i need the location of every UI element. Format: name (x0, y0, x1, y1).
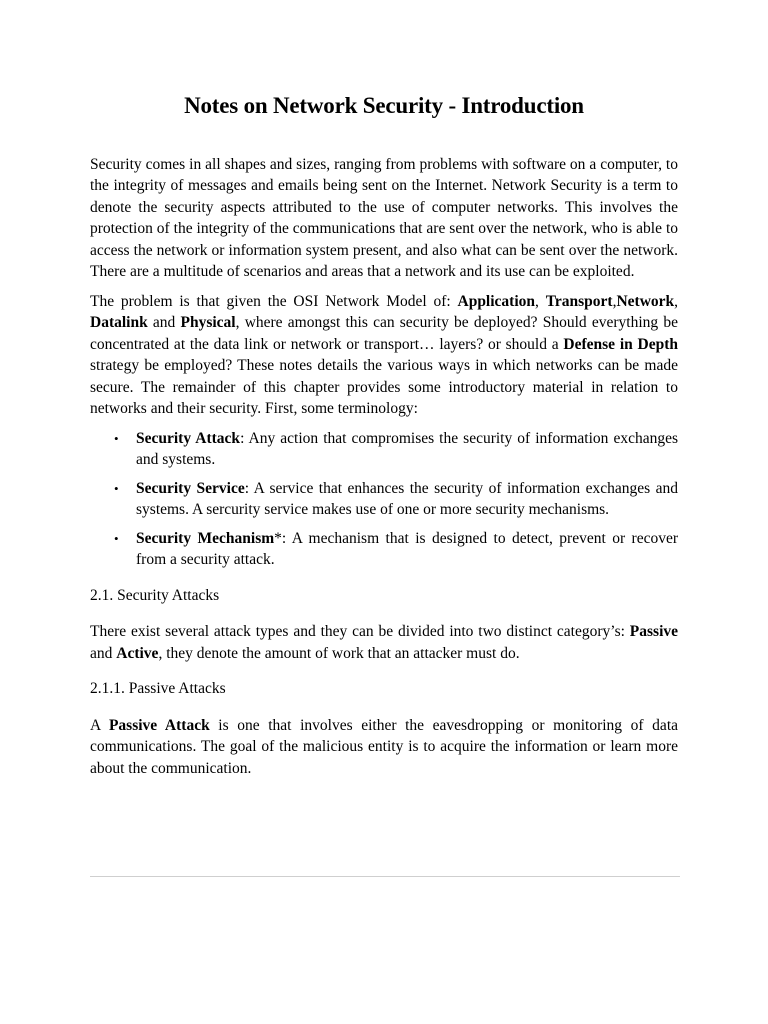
bullet-icon: • (114, 480, 119, 496)
osi-lead: The problem is that given the OSI Network Model of: (90, 292, 458, 310)
term-label: Security Attack (136, 429, 241, 447)
term-definition: : Any action that compromises the security of information exchanges and systems. (136, 429, 678, 469)
osi-sep: and (147, 314, 181, 332)
list-item (114, 428, 678, 471)
layer-network: Network (616, 292, 675, 310)
passive-lead: A (90, 716, 109, 734)
layer-transport: Transport (545, 292, 613, 310)
passive-tail: is one that involves either the eavesdropping or monitoring of data communications. The goal of the malicious entity is to acquire the information or learn more about the communication. (90, 716, 678, 777)
layer-physical: Physical (180, 314, 236, 332)
section-heading-passive-attacks: 2.1.1. Passive Attacks (90, 680, 226, 698)
term-definition: *: A mechanism that is designed to detect, prevent or recover from a security attack. (136, 529, 678, 569)
term-definition: : A service that enhances the security of information exchanges and systems. A sercurity service makes use of one or more security mechanisms. (136, 479, 678, 519)
osi-sep: , (674, 292, 679, 310)
list-item (114, 478, 678, 521)
attacks-and: and (90, 644, 117, 662)
osi-sep: , (612, 292, 617, 310)
term-label: Security Service (136, 479, 245, 497)
active-term: Active (116, 644, 159, 662)
bullet-icon: • (114, 530, 119, 546)
attacks-paragraph (90, 621, 678, 664)
osi-paragraph (90, 291, 678, 420)
defense-in-depth-term: Defense in Depth (563, 335, 678, 353)
passive-paragraph (90, 715, 678, 780)
terminology-list (90, 428, 678, 571)
document-page (90, 92, 678, 787)
layer-application: Application (457, 292, 536, 310)
passive-attack-term: Passive Attack (108, 716, 210, 734)
layer-datalink: Datalink (90, 314, 148, 332)
term-label: Security Mechanism (136, 529, 275, 547)
osi-sep: , (535, 292, 546, 310)
section-heading-security-attacks: 2.1. Security Attacks (90, 586, 220, 604)
intro-paragraph: Security comes in all shapes and sizes, ranging from problems with software on a computer, to the integrity of messages and emails being sent on the Internet. Network Security is a term to denote the security aspects attributed to the use of computer networks. This involves the protection of the integrity of the communications that are sent over the network, who is able to access the network or information system present, and also what can be sent over the network. There are a multitude of scenarios and areas that a network and its use can be exploited. (90, 155, 678, 281)
page-bottom-divider (90, 876, 680, 877)
osi-tail: strategy be employed? These notes details the various ways in which networks can be made secure. The remainder of this chapter provides some introductory material in relation to networks and their security. First, some terminology: (90, 357, 678, 418)
passive-term: Passive (629, 623, 678, 641)
list-item (114, 528, 678, 571)
attacks-lead: There exist several attack types and they can be divided into two distinct category’s: (90, 623, 630, 641)
osi-middle: , where amongst this can security be deployed? Should everything be concentrated at the data link or network or transport… layers? or should a (90, 314, 678, 353)
page-title: Notes on Network Security - Introduction (184, 93, 584, 118)
bullet-icon: • (114, 430, 119, 446)
attacks-tail: , they denote the amount of work that an attacker must do. (158, 644, 520, 662)
